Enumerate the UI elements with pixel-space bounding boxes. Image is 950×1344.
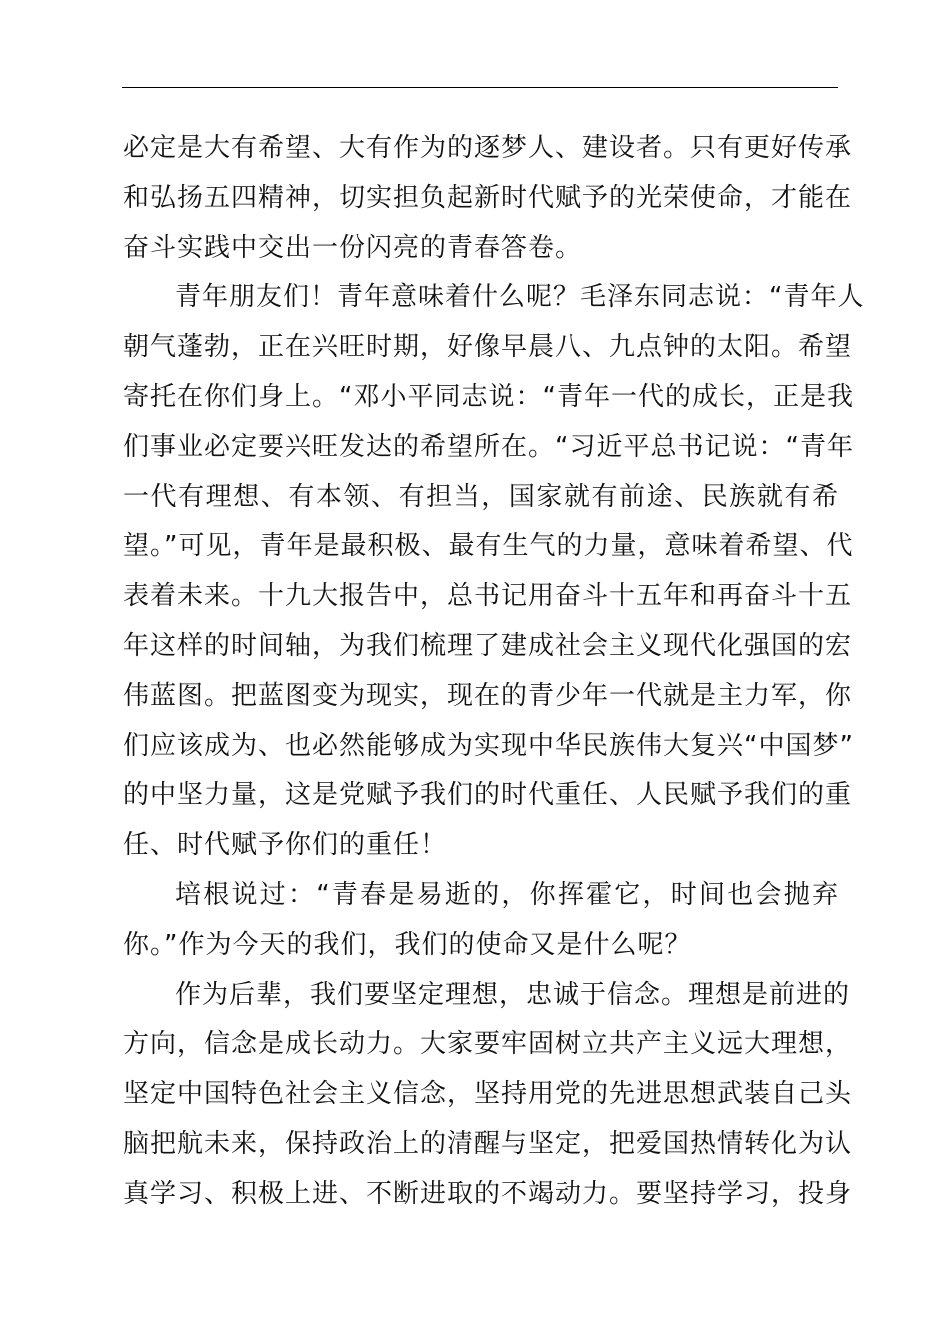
- text-line: 任、时代赋予你们的重任！: [123, 830, 448, 861]
- body-text: [123, 124, 865, 1220]
- text-line: 年这样的时间轴，为我们梳理了建成社会主义现代化强国的宏: [123, 630, 853, 661]
- text-line: 培根说过：“青春是易逝的，你挥霍它，时间也会抛弃: [175, 879, 839, 910]
- text-line: 和弘扬五四精神，切实担负起新时代赋予的光荣使命，才能在: [123, 182, 853, 213]
- text-line: 一代有理想、有本领、有担当，国家就有前途、民族就有希: [123, 481, 839, 512]
- text-line: 奋斗实践中交出一份闪亮的青春答卷。: [123, 232, 583, 263]
- text-line: 伟蓝图。把蓝图变为现实，现在的青少年一代就是主力军，你: [123, 680, 853, 711]
- text-line: 们应该成为、也必然能够成为实现中华民族伟大复兴“中国梦”: [123, 730, 854, 761]
- text-line: 表着未来。十九大报告中，总书记用奋斗十五年和再奋斗十五: [123, 581, 853, 612]
- text-line: 朝气蓬勃，正在兴旺时期，好像早晨八、九点钟的太阳。希望: [123, 332, 853, 363]
- text-line: 望。”可见，青年是最积极、最有生气的力量，意味着希望、代: [123, 531, 854, 562]
- text-line: 脑把航未来，保持政治上的清醒与坚定，把爱国热情转化为认: [123, 1128, 853, 1159]
- text-line: 作为后辈，我们要坚定理想，忠诚于信念。理想是前进的: [175, 979, 851, 1010]
- text-line: 你。”作为今天的我们，我们的使命又是什么呢？: [123, 929, 692, 960]
- text-line: 青年朋友们！青年意味着什么呢？毛泽东同志说：“青年人: [175, 282, 865, 313]
- text-line: 必定是大有希望、大有作为的逐梦人、建设者。只有更好传承: [123, 133, 853, 163]
- text-line: 真学习、积极上进、不断进取的不竭动力。要坚持学习，投身: [123, 1178, 853, 1209]
- text-line: 方向，信念是成长动力。大家要牢固树立共产主义远大理想，: [123, 1029, 853, 1060]
- text-line: 的中坚力量，这是党赋予我们的时代重任、人民赋予我们的重: [123, 780, 853, 811]
- text-line: 寄托在你们身上。“邓小平同志说：“青年一代的成长，正是我: [123, 381, 854, 412]
- text-line: 坚定中国特色社会主义信念，坚持用党的先进思想武装自己头: [123, 1079, 853, 1110]
- text-line: 们事业必定要兴旺发达的希望所在。“习近平总书记说：“青年: [123, 431, 854, 462]
- header-rule: [122, 87, 838, 88]
